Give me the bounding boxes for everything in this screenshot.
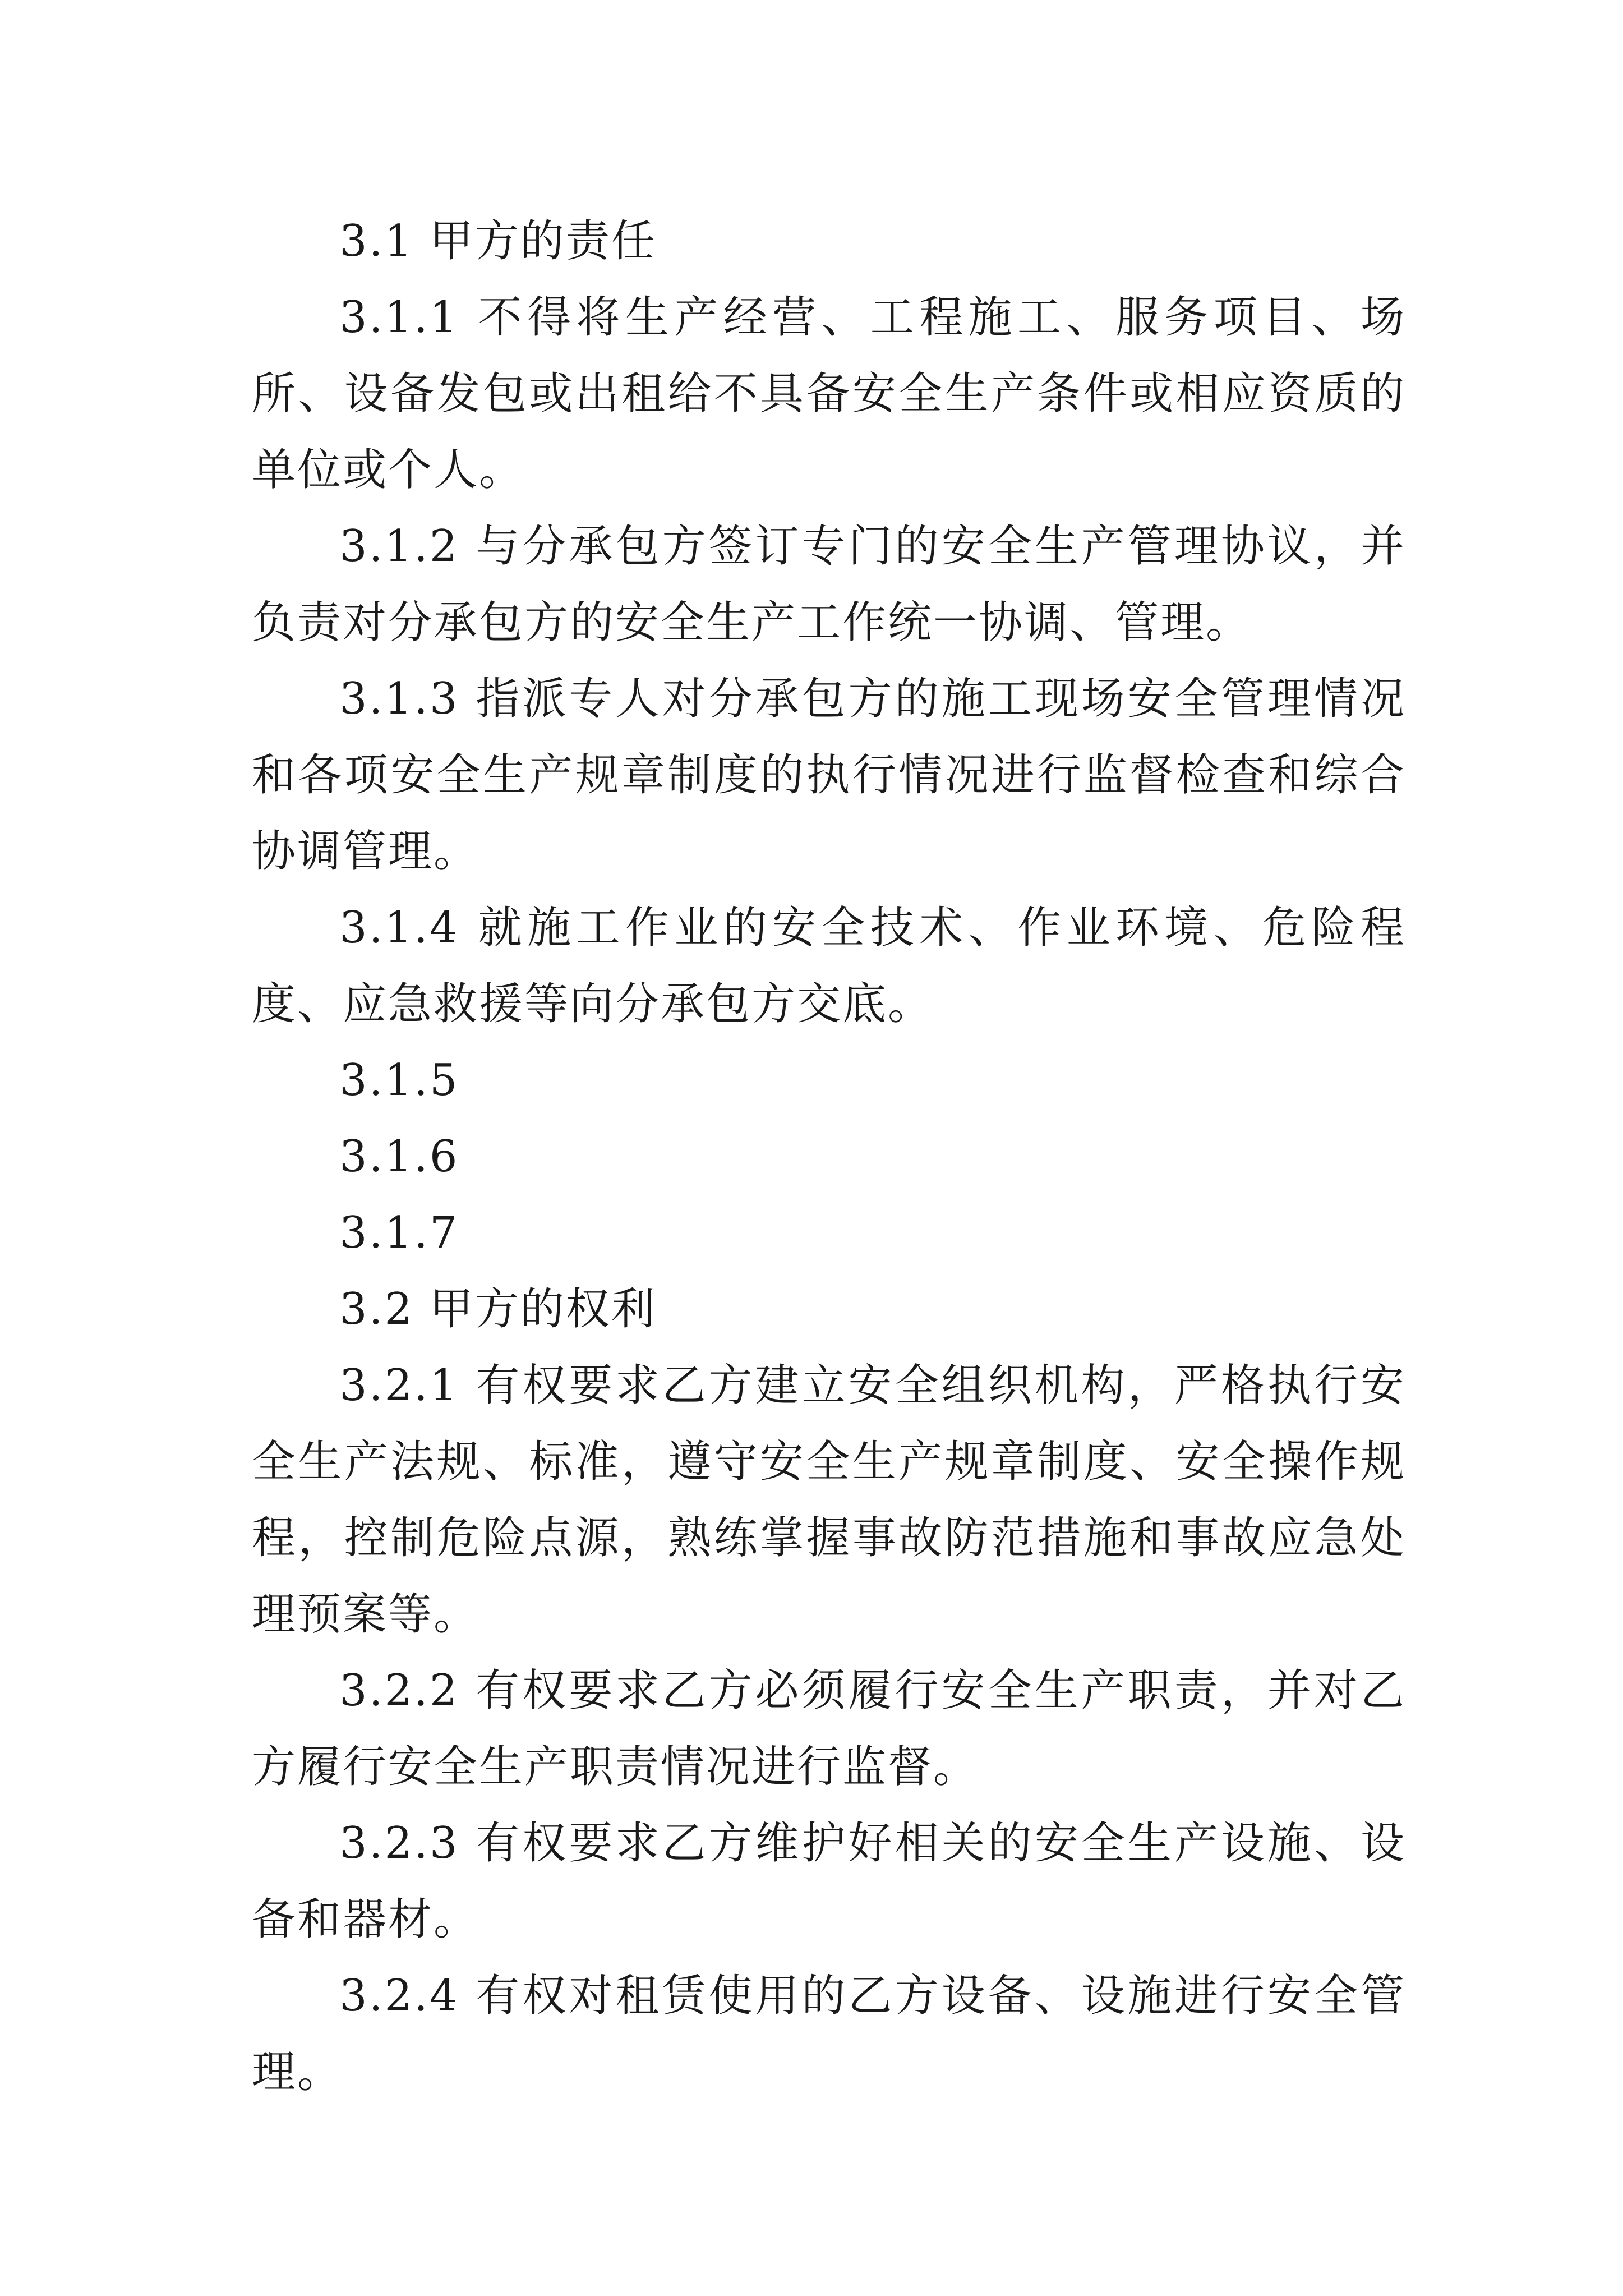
clause-3-2-2: 3.2.2 有权要求乙方必须履行安全生产职责，并对乙方履行安全生产职责情况进行监督。 [252,1665,1406,1792]
clause-3-1-3: 3.1.3 指派专人对分承包方的施工现场安全管理情况和各项安全生产规章制度的执行情况进行监督检查和综合协调管理。 [252,674,1406,877]
clause-3-1-2: 3.1.2 与分承包方签订专门的安全生产管理协议，并负责对分承包方的安全生产工作统一协调、管理。 [252,521,1406,648]
clause-3-1-5: 3.1.5 [339,1055,459,1106]
clause-3-1-4: 3.1.4 就施工作业的安全技术、作业环境、危险程度、应急救援等向分承包方交底。 [252,903,1406,1029]
clause-3-2-1: 3.2.1 有权要求乙方建立安全组织机构，严格执行安全生产法规、标准，遵守安全生产规章制度、安全操作规程，控制危险点源，熟练掌握事故防范措施和事故应急处理预案等。 [252,1360,1406,1640]
clause-3-2-3: 3.2.3 有权要求乙方维护好相关的安全生产设施、设备和器材。 [252,1818,1406,1945]
clause-3-2-4: 3.2.4 有权对租赁使用的乙方设备、设施进行安全管理。 [252,1971,1406,2097]
clause-3-1-6: 3.1.6 [339,1131,459,1182]
heading-3-1: 3.1 甲方的责任 [339,216,657,266]
heading-3-2: 3.2 甲方的权利 [339,1284,657,1335]
clause-3-1-1: 3.1.1 不得将生产经营、工程施工、服务项目、场所、设备发包或出租给不具备安全生产条件或相应资质的单位或个人。 [252,292,1406,495]
document-body [252,203,1406,2110]
clause-3-1-7: 3.1.7 [339,1208,459,1258]
